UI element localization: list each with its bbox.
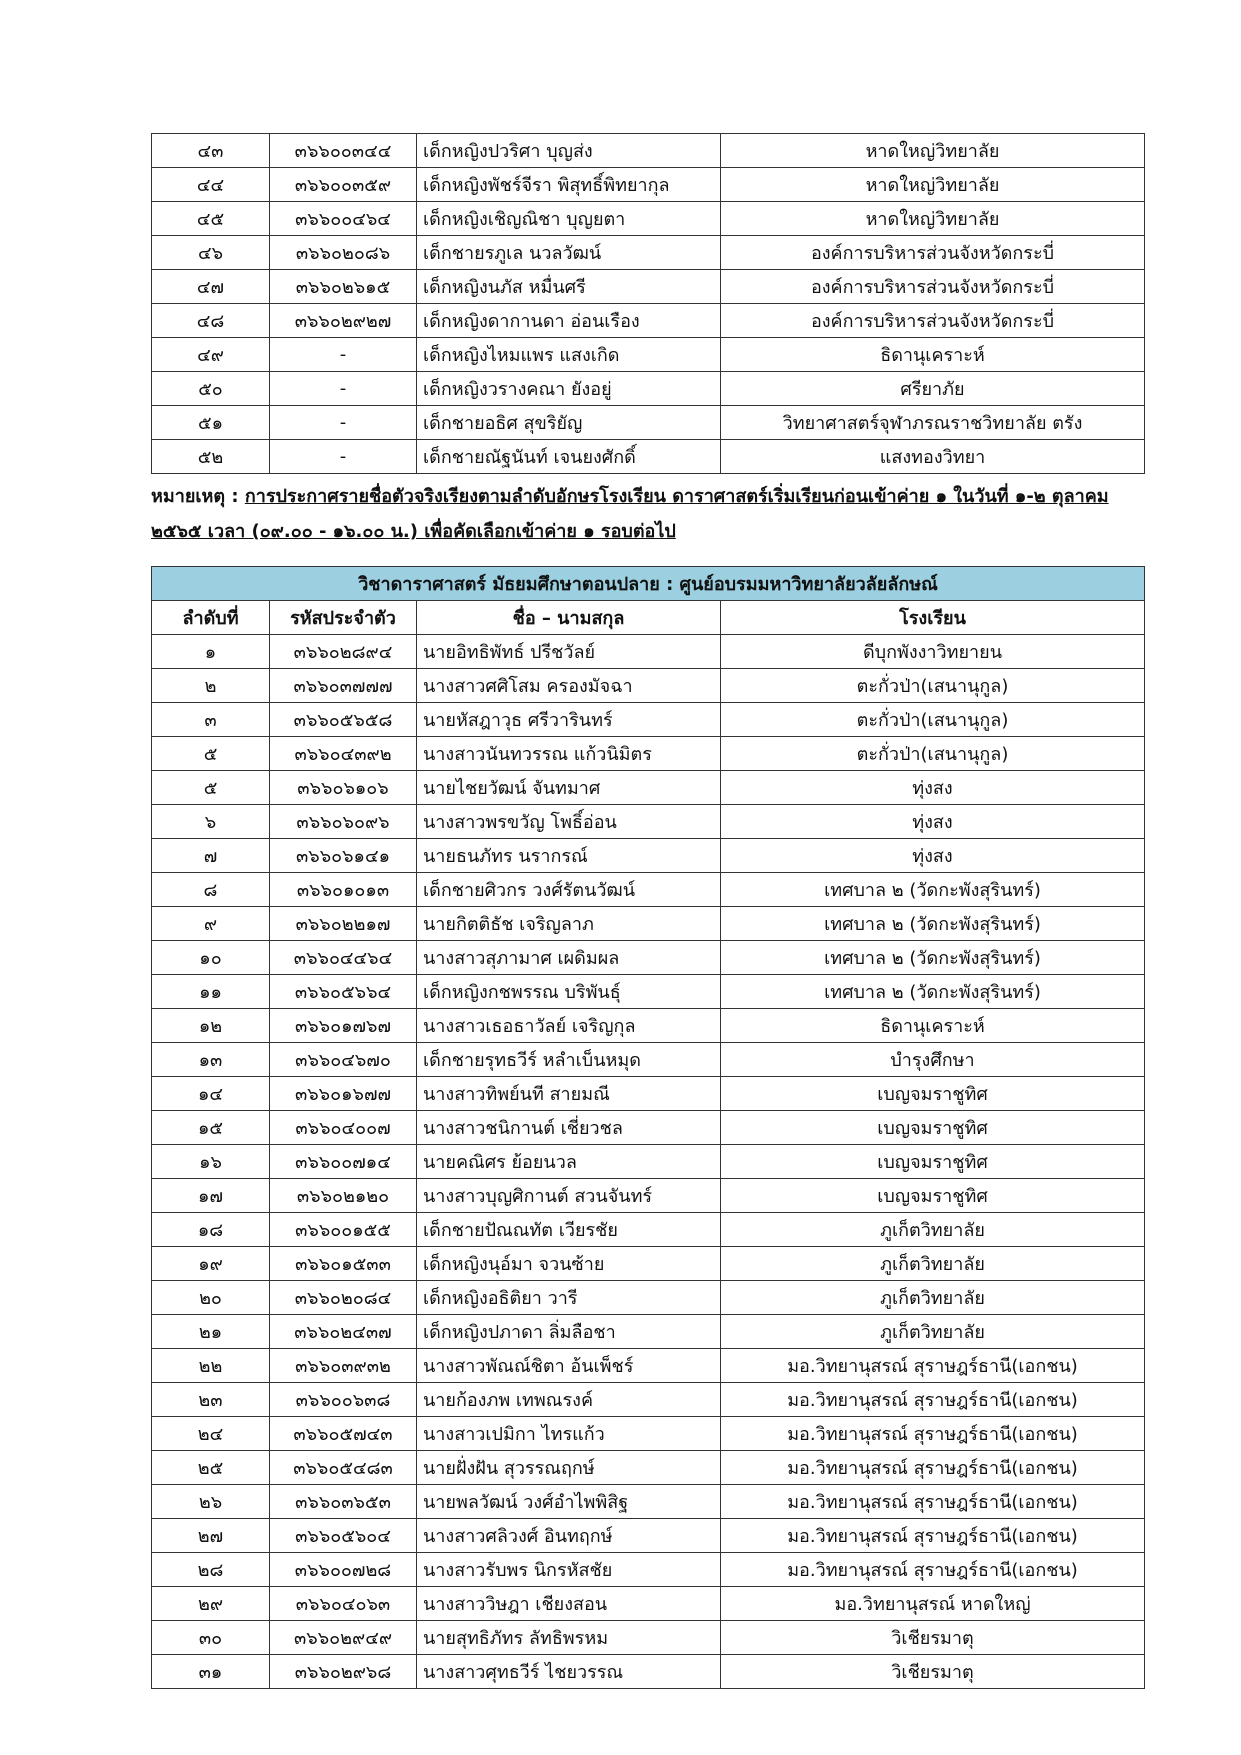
table-row bbox=[152, 1281, 1145, 1315]
school-cell: ตะกั่วป่า(เสนานุกูล) bbox=[721, 737, 1145, 771]
order-cell: ๔๔ bbox=[152, 168, 270, 202]
name-cell: เด็กชายอธิศ สุขริยัญ bbox=[417, 406, 721, 440]
name-cell: นายอิทธิพัทธ์ ปรีชวัลย์ bbox=[417, 635, 721, 669]
school-cell: เบญจมราชูทิศ bbox=[721, 1179, 1145, 1213]
table1-body bbox=[152, 134, 1145, 474]
school-cell: วิเชียรมาตุ bbox=[721, 1655, 1145, 1689]
table-row bbox=[152, 635, 1145, 669]
order-cell: ๒๗ bbox=[152, 1519, 270, 1553]
order-cell: ๒๔ bbox=[152, 1417, 270, 1451]
astronomy-student-table bbox=[151, 566, 1145, 1689]
id-cell: ๓๖๖๐๑๗๖๗ bbox=[270, 1009, 417, 1043]
school-cell: วิทยาศาสตร์จุฬาภรณราชวิทยาลัย ตรัง bbox=[721, 406, 1145, 440]
table-row bbox=[152, 236, 1145, 270]
order-cell: ๒๖ bbox=[152, 1485, 270, 1519]
name-cell: นางสาวรับพร นิกรหัสชัย bbox=[417, 1553, 721, 1587]
id-cell: ๓๖๖๐๐๗๑๔ bbox=[270, 1145, 417, 1179]
order-cell: ๔๕ bbox=[152, 202, 270, 236]
id-cell: ๓๖๖๐๔๐๖๓ bbox=[270, 1587, 417, 1621]
school-cell: มอ.วิทยานุสรณ์ สุราษฎร์ธานี(เอกชน) bbox=[721, 1519, 1145, 1553]
name-cell: เด็กหญิงเชิญณิชา บุญยตา bbox=[417, 202, 721, 236]
school-cell: หาดใหญ่วิทยาลัย bbox=[721, 168, 1145, 202]
order-cell: ๒๙ bbox=[152, 1587, 270, 1621]
name-cell: เด็กชายปัณณทัต เวียรชัย bbox=[417, 1213, 721, 1247]
id-cell: ๓๖๖๐๔๖๗๐ bbox=[270, 1043, 417, 1077]
school-cell: องค์การบริหารส่วนจังหวัดกระบี่ bbox=[721, 270, 1145, 304]
id-cell: ๓๖๖๐๑๐๑๓ bbox=[270, 873, 417, 907]
name-cell: เด็กหญิงปวริศา บุญส่ง bbox=[417, 134, 721, 168]
header-id: รหัสประจำตัว bbox=[270, 601, 417, 635]
school-cell: ธิดานุเคราะห์ bbox=[721, 1009, 1145, 1043]
table-row bbox=[152, 1587, 1145, 1621]
table-row bbox=[152, 1077, 1145, 1111]
order-cell: ๒ bbox=[152, 669, 270, 703]
name-cell: นายพลวัฒน์ วงศ์อำไพพิสิฐ bbox=[417, 1485, 721, 1519]
header-order: ลำดับที่ bbox=[152, 601, 270, 635]
name-cell: เด็กชายรภูเล นวลวัฒน์ bbox=[417, 236, 721, 270]
school-cell: ภูเก็ตวิทยาลัย bbox=[721, 1247, 1145, 1281]
name-cell: เด็กหญิงนภัส หมื่นศรี bbox=[417, 270, 721, 304]
order-cell: ๓๐ bbox=[152, 1621, 270, 1655]
id-cell: ๓๖๖๐๒๔๓๗ bbox=[270, 1315, 417, 1349]
id-cell: ๓๖๖๐๕๖๐๔ bbox=[270, 1519, 417, 1553]
table-row bbox=[152, 1655, 1145, 1689]
order-cell: ๒๓ bbox=[152, 1383, 270, 1417]
order-cell: ๕๐ bbox=[152, 372, 270, 406]
id-cell: ๓๖๖๐๐๖๓๘ bbox=[270, 1383, 417, 1417]
id-cell: ๓๖๖๐๖๐๙๖ bbox=[270, 805, 417, 839]
school-cell: ตะกั่วป่า(เสนานุกูล) bbox=[721, 669, 1145, 703]
table-row bbox=[152, 1247, 1145, 1281]
id-cell: ๓๖๖๐๒๑๒๐ bbox=[270, 1179, 417, 1213]
name-cell: เด็กชายณัฐนันท์ เจนยงศักดิ์ bbox=[417, 440, 721, 474]
order-cell: ๖ bbox=[152, 805, 270, 839]
id-cell: ๓๖๖๐๐๓๔๔ bbox=[270, 134, 417, 168]
table-row bbox=[152, 1213, 1145, 1247]
table-row bbox=[152, 1383, 1145, 1417]
id-cell: ๓๖๖๐๓๙๓๒ bbox=[270, 1349, 417, 1383]
table-row bbox=[152, 270, 1145, 304]
school-cell: ภูเก็ตวิทยาลัย bbox=[721, 1213, 1145, 1247]
table-row bbox=[152, 1417, 1145, 1451]
school-cell: เทศบาล ๒ (วัดกะพังสุรินทร์) bbox=[721, 941, 1145, 975]
school-cell: ตะกั่วป่า(เสนานุกูล) bbox=[721, 703, 1145, 737]
table-row bbox=[152, 202, 1145, 236]
name-cell: นางสาวศุทธวีร์ ไชยวรรณ bbox=[417, 1655, 721, 1689]
remark-note bbox=[151, 479, 1144, 549]
name-cell: นางสาววิษฎา เชียงสอน bbox=[417, 1587, 721, 1621]
table-row bbox=[152, 737, 1145, 771]
name-cell: นายสุทธิภัทร ลัทธิพรหม bbox=[417, 1621, 721, 1655]
table-row bbox=[152, 1111, 1145, 1145]
school-cell: เบญจมราชูทิศ bbox=[721, 1077, 1145, 1111]
order-cell: ๑๐ bbox=[152, 941, 270, 975]
order-cell: ๑๖ bbox=[152, 1145, 270, 1179]
table-row bbox=[152, 168, 1145, 202]
table-row bbox=[152, 1519, 1145, 1553]
school-cell: บำรุงศึกษา bbox=[721, 1043, 1145, 1077]
school-cell: หาดใหญ่วิทยาลัย bbox=[721, 202, 1145, 236]
order-cell: ๑๓ bbox=[152, 1043, 270, 1077]
order-cell: ๕๑ bbox=[152, 406, 270, 440]
id-cell: ๓๖๖๐๔๓๙๒ bbox=[270, 737, 417, 771]
table-row bbox=[152, 1315, 1145, 1349]
id-cell: ๓๖๖๐๕๔๘๓ bbox=[270, 1451, 417, 1485]
name-cell: เด็กหญิงปภาดา ลิ่มลือชา bbox=[417, 1315, 721, 1349]
order-cell: ๕๒ bbox=[152, 440, 270, 474]
id-cell: ๓๖๖๐๔๔๖๔ bbox=[270, 941, 417, 975]
name-cell: เด็กหญิงนุอ์มา จวนซ้าย bbox=[417, 1247, 721, 1281]
school-cell: ทุ่งสง bbox=[721, 771, 1145, 805]
table-row bbox=[152, 1553, 1145, 1587]
school-cell: มอ.วิทยานุสรณ์ หาดใหญ่ bbox=[721, 1587, 1145, 1621]
name-cell: นายฝั่งฝัน สุวรรณฤกษ์ bbox=[417, 1451, 721, 1485]
order-cell: ๕ bbox=[152, 771, 270, 805]
name-cell: นางสาวสุภามาศ เผดิมผล bbox=[417, 941, 721, 975]
remark-text: การประกาศรายชื่อตัวจริงเรียงตามลำดับอักษรโรงเรียน ดาราศาสตร์เริ่มเรียนก่อนเข้าค่าย ๑ ในวันที่ ๑-๒ ตุลาคม ๒๕๖๕ เวลา (๐๙.๐๐ - ๑๖.๐๐ น.) เพื่อคัดเลือกเข้าค่าย ๑ รอบต่อไป bbox=[151, 486, 1109, 542]
table2-title: วิชาดาราศาสตร์ มัธยมศึกษาตอนปลาย : ศูนย์อบรมมหาวิทยาลัยวลัยลักษณ์ bbox=[152, 567, 1145, 601]
school-cell: ศรียาภัย bbox=[721, 372, 1145, 406]
school-cell: เทศบาล ๒ (วัดกะพังสุรินทร์) bbox=[721, 975, 1145, 1009]
school-cell: มอ.วิทยานุสรณ์ สุราษฎร์ธานี(เอกชน) bbox=[721, 1349, 1145, 1383]
table-row bbox=[152, 805, 1145, 839]
order-cell: ๑๘ bbox=[152, 1213, 270, 1247]
id-cell: ๓๖๖๐๕๗๔๓ bbox=[270, 1417, 417, 1451]
name-cell: นางสาวบุญศิกานต์ สวนจันทร์ bbox=[417, 1179, 721, 1213]
order-cell: ๓ bbox=[152, 703, 270, 737]
id-cell: ๓๖๖๐๑๕๓๓ bbox=[270, 1247, 417, 1281]
name-cell: นายก้องภพ เทพณรงค์ bbox=[417, 1383, 721, 1417]
name-cell: เด็กหญิงพัชร์จีรา พิสุทธิ์พิทยากุล bbox=[417, 168, 721, 202]
id-cell: ๓๖๖๐๐๓๕๙ bbox=[270, 168, 417, 202]
table-row bbox=[152, 134, 1145, 168]
id-cell: ๓๖๖๐๔๐๐๗ bbox=[270, 1111, 417, 1145]
school-cell: เทศบาล ๒ (วัดกะพังสุรินทร์) bbox=[721, 873, 1145, 907]
order-cell: ๑ bbox=[152, 635, 270, 669]
school-cell: ทุ่งสง bbox=[721, 805, 1145, 839]
school-cell: ภูเก็ตวิทยาลัย bbox=[721, 1281, 1145, 1315]
name-cell: เด็กชายรุทธวีร์ หลำเบ็นหมุด bbox=[417, 1043, 721, 1077]
order-cell: ๒๕ bbox=[152, 1451, 270, 1485]
table-row bbox=[152, 975, 1145, 1009]
school-cell: มอ.วิทยานุสรณ์ สุราษฎร์ธานี(เอกชน) bbox=[721, 1451, 1145, 1485]
id-cell: - bbox=[270, 440, 417, 474]
school-cell: เทศบาล ๒ (วัดกะพังสุรินทร์) bbox=[721, 907, 1145, 941]
table-row bbox=[152, 440, 1145, 474]
name-cell: นายหัสฎาวุธ ศรีวารินทร์ bbox=[417, 703, 721, 737]
order-cell: ๔๙ bbox=[152, 338, 270, 372]
school-cell: มอ.วิทยานุสรณ์ สุราษฎร์ธานี(เอกชน) bbox=[721, 1553, 1145, 1587]
order-cell: ๑๒ bbox=[152, 1009, 270, 1043]
school-cell: ทุ่งสง bbox=[721, 839, 1145, 873]
name-cell: นางสาวนันทวรรณ แก้วนิมิตร bbox=[417, 737, 721, 771]
table-row bbox=[152, 1621, 1145, 1655]
school-cell: ธิดานุเคราะห์ bbox=[721, 338, 1145, 372]
name-cell: เด็กหญิงดากานดา อ่อนเรือง bbox=[417, 304, 721, 338]
id-cell: ๓๖๖๐๓๖๕๓ bbox=[270, 1485, 417, 1519]
id-cell: ๓๖๖๐๒๘๙๔ bbox=[270, 635, 417, 669]
id-cell: ๓๖๖๐๒๐๘๖ bbox=[270, 236, 417, 270]
id-cell: ๓๖๖๐๐๗๒๘ bbox=[270, 1553, 417, 1587]
table2-header-row bbox=[152, 601, 1145, 635]
order-cell: ๕ bbox=[152, 737, 270, 771]
order-cell: ๘ bbox=[152, 873, 270, 907]
table-row bbox=[152, 304, 1145, 338]
order-cell: ๓๑ bbox=[152, 1655, 270, 1689]
id-cell: ๓๖๖๐๐๑๕๕ bbox=[270, 1213, 417, 1247]
table-row bbox=[152, 669, 1145, 703]
id-cell: - bbox=[270, 406, 417, 440]
name-cell: นางสาวชนิกานต์ เชี่ยวชล bbox=[417, 1111, 721, 1145]
table-row bbox=[152, 1485, 1145, 1519]
table-row bbox=[152, 839, 1145, 873]
school-cell: มอ.วิทยานุสรณ์ สุราษฎร์ธานี(เอกชน) bbox=[721, 1417, 1145, 1451]
school-cell: องค์การบริหารส่วนจังหวัดกระบี่ bbox=[721, 236, 1145, 270]
school-cell: ดีบุกพังงาวิทยายน bbox=[721, 635, 1145, 669]
order-cell: ๑๗ bbox=[152, 1179, 270, 1213]
school-cell: ภูเก็ตวิทยาลัย bbox=[721, 1315, 1145, 1349]
name-cell: นางสาวเปมิกา ไทรแก้ว bbox=[417, 1417, 721, 1451]
id-cell: ๓๖๖๐๒๐๘๔ bbox=[270, 1281, 417, 1315]
table-row bbox=[152, 372, 1145, 406]
id-cell: - bbox=[270, 338, 417, 372]
order-cell: ๑๕ bbox=[152, 1111, 270, 1145]
school-cell: องค์การบริหารส่วนจังหวัดกระบี่ bbox=[721, 304, 1145, 338]
table2-body bbox=[152, 635, 1145, 1689]
name-cell: เด็กหญิงวรางคณา ยังอยู่ bbox=[417, 372, 721, 406]
order-cell: ๑๑ bbox=[152, 975, 270, 1009]
school-cell: มอ.วิทยานุสรณ์ สุราษฎร์ธานี(เอกชน) bbox=[721, 1383, 1145, 1417]
remark-label: หมายเหตุ : bbox=[151, 486, 245, 507]
school-cell: วิเชียรมาตุ bbox=[721, 1621, 1145, 1655]
table-row bbox=[152, 1179, 1145, 1213]
name-cell: เด็กชายศิวกร วงศ์รัตนวัฒน์ bbox=[417, 873, 721, 907]
name-cell: นางสาวทิพย์นที สายมณี bbox=[417, 1077, 721, 1111]
id-cell: ๓๖๖๐๒๒๑๗ bbox=[270, 907, 417, 941]
name-cell: เด็กหญิงไหมแพร แสงเกิด bbox=[417, 338, 721, 372]
table-row bbox=[152, 1349, 1145, 1383]
table-row bbox=[152, 1451, 1145, 1485]
school-cell: มอ.วิทยานุสรณ์ สุราษฎร์ธานี(เอกชน) bbox=[721, 1485, 1145, 1519]
id-cell: ๓๖๖๐๒๙๖๘ bbox=[270, 1655, 417, 1689]
order-cell: ๒๘ bbox=[152, 1553, 270, 1587]
table-row bbox=[152, 1043, 1145, 1077]
table-row bbox=[152, 771, 1145, 805]
name-cell: นางสาวพรขวัญ โพธิ์อ่อน bbox=[417, 805, 721, 839]
name-cell: นางสาวศศิโสม ครองมัจฉา bbox=[417, 669, 721, 703]
name-cell: เด็กหญิงอธิติยา วารี bbox=[417, 1281, 721, 1315]
order-cell: ๙ bbox=[152, 907, 270, 941]
name-cell: นายคณิศร ย้อยนวล bbox=[417, 1145, 721, 1179]
school-cell: แสงทองวิทยา bbox=[721, 440, 1145, 474]
id-cell: ๓๖๖๐๕๖๖๔ bbox=[270, 975, 417, 1009]
id-cell: ๓๖๖๐๑๖๗๗ bbox=[270, 1077, 417, 1111]
id-cell: ๓๖๖๐๒๙๒๗ bbox=[270, 304, 417, 338]
order-cell: ๔๘ bbox=[152, 304, 270, 338]
table-row bbox=[152, 406, 1145, 440]
table-row bbox=[152, 703, 1145, 737]
order-cell: ๒๐ bbox=[152, 1281, 270, 1315]
table-row bbox=[152, 1145, 1145, 1179]
table-row bbox=[152, 941, 1145, 975]
name-cell: นายธนภัทร นรากรณ์ bbox=[417, 839, 721, 873]
id-cell: ๓๖๖๐๕๖๕๘ bbox=[270, 703, 417, 737]
order-cell: ๑๙ bbox=[152, 1247, 270, 1281]
id-cell: - bbox=[270, 372, 417, 406]
table-row bbox=[152, 338, 1145, 372]
order-cell: ๗ bbox=[152, 839, 270, 873]
id-cell: ๓๖๖๐๖๑๐๖ bbox=[270, 771, 417, 805]
id-cell: ๓๖๖๐๖๑๔๑ bbox=[270, 839, 417, 873]
name-cell: นางสาวเธอธาวัลย์ เจริญกุล bbox=[417, 1009, 721, 1043]
id-cell: ๓๖๖๐๒๙๔๙ bbox=[270, 1621, 417, 1655]
header-school: โรงเรียน bbox=[721, 601, 1145, 635]
order-cell: ๔๓ bbox=[152, 134, 270, 168]
school-cell: เบญจมราชูทิศ bbox=[721, 1145, 1145, 1179]
order-cell: ๔๗ bbox=[152, 270, 270, 304]
order-cell: ๔๖ bbox=[152, 236, 270, 270]
order-cell: ๑๔ bbox=[152, 1077, 270, 1111]
student-table-continued bbox=[151, 133, 1145, 474]
name-cell: เด็กหญิงกชพรรณ บริพันธุ์ bbox=[417, 975, 721, 1009]
id-cell: ๓๖๖๐๐๔๖๔ bbox=[270, 202, 417, 236]
table-row bbox=[152, 873, 1145, 907]
name-cell: นายกิตติธัช เจริญลาภ bbox=[417, 907, 721, 941]
school-cell: เบญจมราชูทิศ bbox=[721, 1111, 1145, 1145]
table-row bbox=[152, 1009, 1145, 1043]
id-cell: ๓๖๖๐๓๗๗๗ bbox=[270, 669, 417, 703]
school-cell: หาดใหญ่วิทยาลัย bbox=[721, 134, 1145, 168]
table-row bbox=[152, 907, 1145, 941]
order-cell: ๒๒ bbox=[152, 1349, 270, 1383]
header-name: ชื่อ – นามสกุล bbox=[417, 601, 721, 635]
name-cell: นายไชยวัฒน์ จันทมาศ bbox=[417, 771, 721, 805]
name-cell: นางสาวศลิวงศ์ อินทฤกษ์ bbox=[417, 1519, 721, 1553]
id-cell: ๓๖๖๐๒๖๑๕ bbox=[270, 270, 417, 304]
order-cell: ๒๑ bbox=[152, 1315, 270, 1349]
name-cell: นางสาวพัณณ์ชิตา อ้นเพ็ชร์ bbox=[417, 1349, 721, 1383]
table2-title-row bbox=[152, 567, 1145, 601]
